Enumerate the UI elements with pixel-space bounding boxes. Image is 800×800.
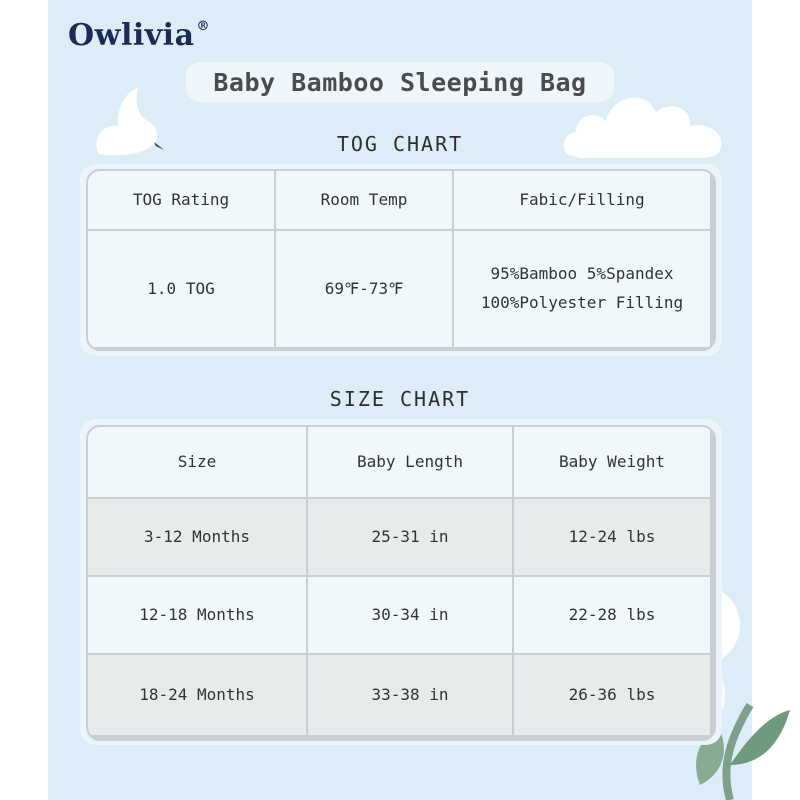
brand-logo bbox=[68, 18, 210, 53]
size-row-1-weight: 12-24 lbs bbox=[514, 499, 710, 575]
size-header-length: Baby Length bbox=[308, 427, 512, 497]
brand-name: Owlivia bbox=[68, 18, 195, 53]
tog-rating-value: 1.0 TOG bbox=[88, 231, 274, 347]
tog-fabric-value bbox=[454, 231, 710, 347]
page-title: Baby Bamboo Sleeping Bag bbox=[186, 62, 614, 102]
size-chart-heading: SIZE CHART bbox=[329, 387, 471, 411]
size-row-1-size: 3-12 Months bbox=[88, 499, 306, 575]
size-header-size: Size bbox=[88, 427, 306, 497]
size-row-3-length: 33-38 in bbox=[308, 655, 512, 735]
tog-chart-table bbox=[86, 169, 716, 351]
size-row-1-length: 25-31 in bbox=[308, 499, 512, 575]
registered-mark: ® bbox=[196, 19, 211, 34]
size-row-2-weight: 22-28 lbs bbox=[514, 577, 710, 653]
size-row-3-size: 18-24 Months bbox=[88, 655, 306, 735]
size-row-2-size: 12-18 Months bbox=[88, 577, 306, 653]
fabric-line-2: 100%Polyester Filling bbox=[480, 293, 684, 312]
tog-header-rating: TOG Rating bbox=[88, 171, 274, 229]
size-row-3-weight: 26-36 lbs bbox=[514, 655, 710, 735]
fabric-line-1: 95%Bamboo 5%Spandex bbox=[490, 264, 674, 284]
tog-header-temp: Room Temp bbox=[276, 171, 452, 229]
tog-chart-heading: TOG CHART bbox=[336, 132, 464, 156]
size-row-2-length: 30-34 in bbox=[308, 577, 512, 653]
tog-chart-frame bbox=[80, 164, 722, 356]
size-chart-frame bbox=[80, 419, 722, 745]
size-chart-table bbox=[86, 425, 716, 741]
tog-temp-value: 69℉-73℉ bbox=[276, 231, 452, 347]
tog-header-fabric: Fabic/Filling bbox=[454, 171, 710, 229]
size-header-weight: Baby Weight bbox=[514, 427, 710, 497]
